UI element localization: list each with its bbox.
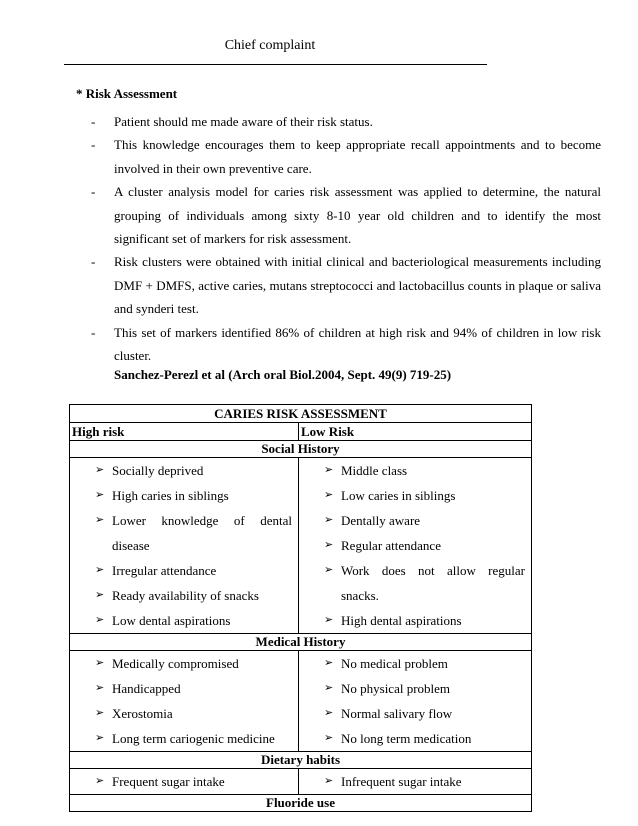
list-item [299, 651, 531, 676]
list-item [299, 676, 531, 701]
arrow-bullet-icon: ➢ [324, 539, 334, 551]
arrow-bullet-icon: ➢ [324, 707, 334, 719]
item-text: Irregular attendance [112, 563, 217, 578]
social-history-heading: Social History [70, 441, 532, 458]
bullet-text: This set of markers identified 86% of children at high risk and 94% of children in low risk cluster. [114, 324, 601, 364]
arrow-bullet-icon: ➢ [324, 732, 334, 744]
arrow-bullet-icon: ➢ [324, 564, 334, 576]
item-text: Low dental aspirations [112, 613, 231, 628]
arrow-bullet-icon: ➢ [95, 775, 105, 787]
list-item [91, 321, 601, 368]
bullet-text: Patient should me made aware of their risk status. [114, 114, 373, 129]
list-item [70, 769, 298, 794]
citation: Sanchez-Perezl et al (Arch oral Biol.2004, Sept. 49(9) 719-25) [114, 367, 452, 382]
bullet-text: Risk clusters were obtained with initial clinical and bacteriological measurements including DMF + DMFS, active caries, mutans streptococci and lactobacillus counts in plaque or saliva and synderi test. [114, 254, 601, 317]
item-text: Frequent sugar intake [112, 774, 225, 789]
dash-marker: - [91, 254, 96, 270]
social-high-cell [70, 458, 299, 634]
list-item [299, 701, 531, 726]
dietary-high-cell [70, 769, 299, 795]
arrow-bullet-icon: ➢ [324, 682, 334, 694]
fluoride-use-heading: Fluoride use [70, 795, 532, 812]
item-text: Xerostomia [112, 706, 173, 721]
list-item [299, 608, 531, 633]
list-item [91, 250, 601, 320]
arrow-bullet-icon: ➢ [324, 614, 334, 626]
section-heading: * Risk Assessment [76, 86, 178, 101]
item-text: Lower knowledge of dental [112, 513, 292, 528]
medical-low-cell [299, 651, 532, 752]
item-text: No medical problem [341, 656, 448, 671]
list-item [299, 769, 531, 794]
social-low-cell [299, 458, 532, 634]
dietary-habits-heading: Dietary habits [70, 752, 532, 769]
arrow-bullet-icon: ➢ [95, 514, 105, 526]
item-text: snacks. [341, 588, 379, 603]
list-item [70, 508, 298, 558]
title-underline [64, 64, 487, 65]
arrow-bullet-icon: ➢ [95, 589, 105, 601]
list-item [299, 508, 531, 533]
item-text: Infrequent sugar intake [341, 774, 462, 789]
item-text: High dental aspirations [341, 613, 462, 628]
dash-marker: - [91, 114, 96, 129]
list-item [70, 583, 298, 608]
caries-risk-table [69, 404, 532, 812]
item-text: Middle class [341, 463, 408, 478]
arrow-bullet-icon: ➢ [95, 614, 105, 626]
arrow-bullet-icon: ➢ [95, 682, 105, 694]
arrow-bullet-icon: ➢ [95, 464, 105, 476]
list-item [299, 558, 531, 608]
list-item [70, 651, 298, 676]
item-text: Ready availability of snacks [112, 588, 259, 603]
list-item [70, 608, 298, 633]
bullet-text: This knowledge encourages them to keep appropriate recall appointments and to become involved in their own preventive care. [114, 137, 601, 176]
arrow-bullet-icon: ➢ [324, 775, 334, 787]
list-item [70, 483, 298, 508]
list-item [70, 676, 298, 701]
arrow-bullet-icon: ➢ [324, 657, 334, 669]
item-text: Handicapped [112, 681, 181, 696]
item-text: Regular attendance [341, 538, 441, 553]
item-text: Work does not allow regular [341, 563, 525, 578]
item-text: High caries in siblings [112, 488, 229, 503]
item-text: Medically compromised [112, 656, 239, 671]
bullet-text: A cluster analysis model for caries risk assessment was applied to determine, the natural grouping of individuals among sixty 8-10 year old children and to identify the most significant set of markers for risk assessment. [114, 184, 601, 247]
high-risk-header: High risk [70, 423, 299, 441]
list-item [299, 533, 531, 558]
page-title: Chief complaint [224, 38, 316, 53]
arrow-bullet-icon: ➢ [324, 514, 334, 526]
arrow-bullet-icon: ➢ [324, 489, 334, 501]
arrow-bullet-icon: ➢ [95, 489, 105, 501]
list-item [91, 133, 601, 180]
dash-marker: - [91, 137, 96, 153]
item-text: disease [112, 538, 150, 553]
table-title: CARIES RISK ASSESSMENT [70, 405, 532, 423]
list-item [91, 110, 601, 133]
list-item [70, 458, 298, 483]
item-text: Socially deprived [112, 463, 204, 478]
list-item [299, 726, 531, 751]
item-text: No long term medication [341, 731, 472, 746]
bullet-list [91, 110, 601, 367]
arrow-bullet-icon: ➢ [324, 464, 334, 476]
arrow-bullet-icon: ➢ [95, 707, 105, 719]
dietary-low-cell [299, 769, 532, 795]
list-item [70, 701, 298, 726]
dash-marker: - [91, 184, 96, 200]
low-risk-header: Low Risk [299, 423, 532, 441]
item-text: Low caries in siblings [341, 488, 456, 503]
list-item [70, 558, 298, 583]
item-text: Long term cariogenic medicine [112, 731, 275, 746]
arrow-bullet-icon: ➢ [95, 732, 105, 744]
list-item [70, 726, 298, 751]
list-item [91, 180, 601, 250]
medical-high-cell [70, 651, 299, 752]
list-item [299, 483, 531, 508]
item-text: Normal salivary flow [341, 706, 453, 721]
medical-history-heading: Medical History [70, 634, 532, 651]
arrow-bullet-icon: ➢ [95, 564, 105, 576]
list-item [299, 458, 531, 483]
item-text: Dentally aware [341, 513, 421, 528]
item-text: No physical problem [341, 681, 451, 696]
arrow-bullet-icon: ➢ [95, 657, 105, 669]
dash-marker: - [91, 324, 96, 340]
